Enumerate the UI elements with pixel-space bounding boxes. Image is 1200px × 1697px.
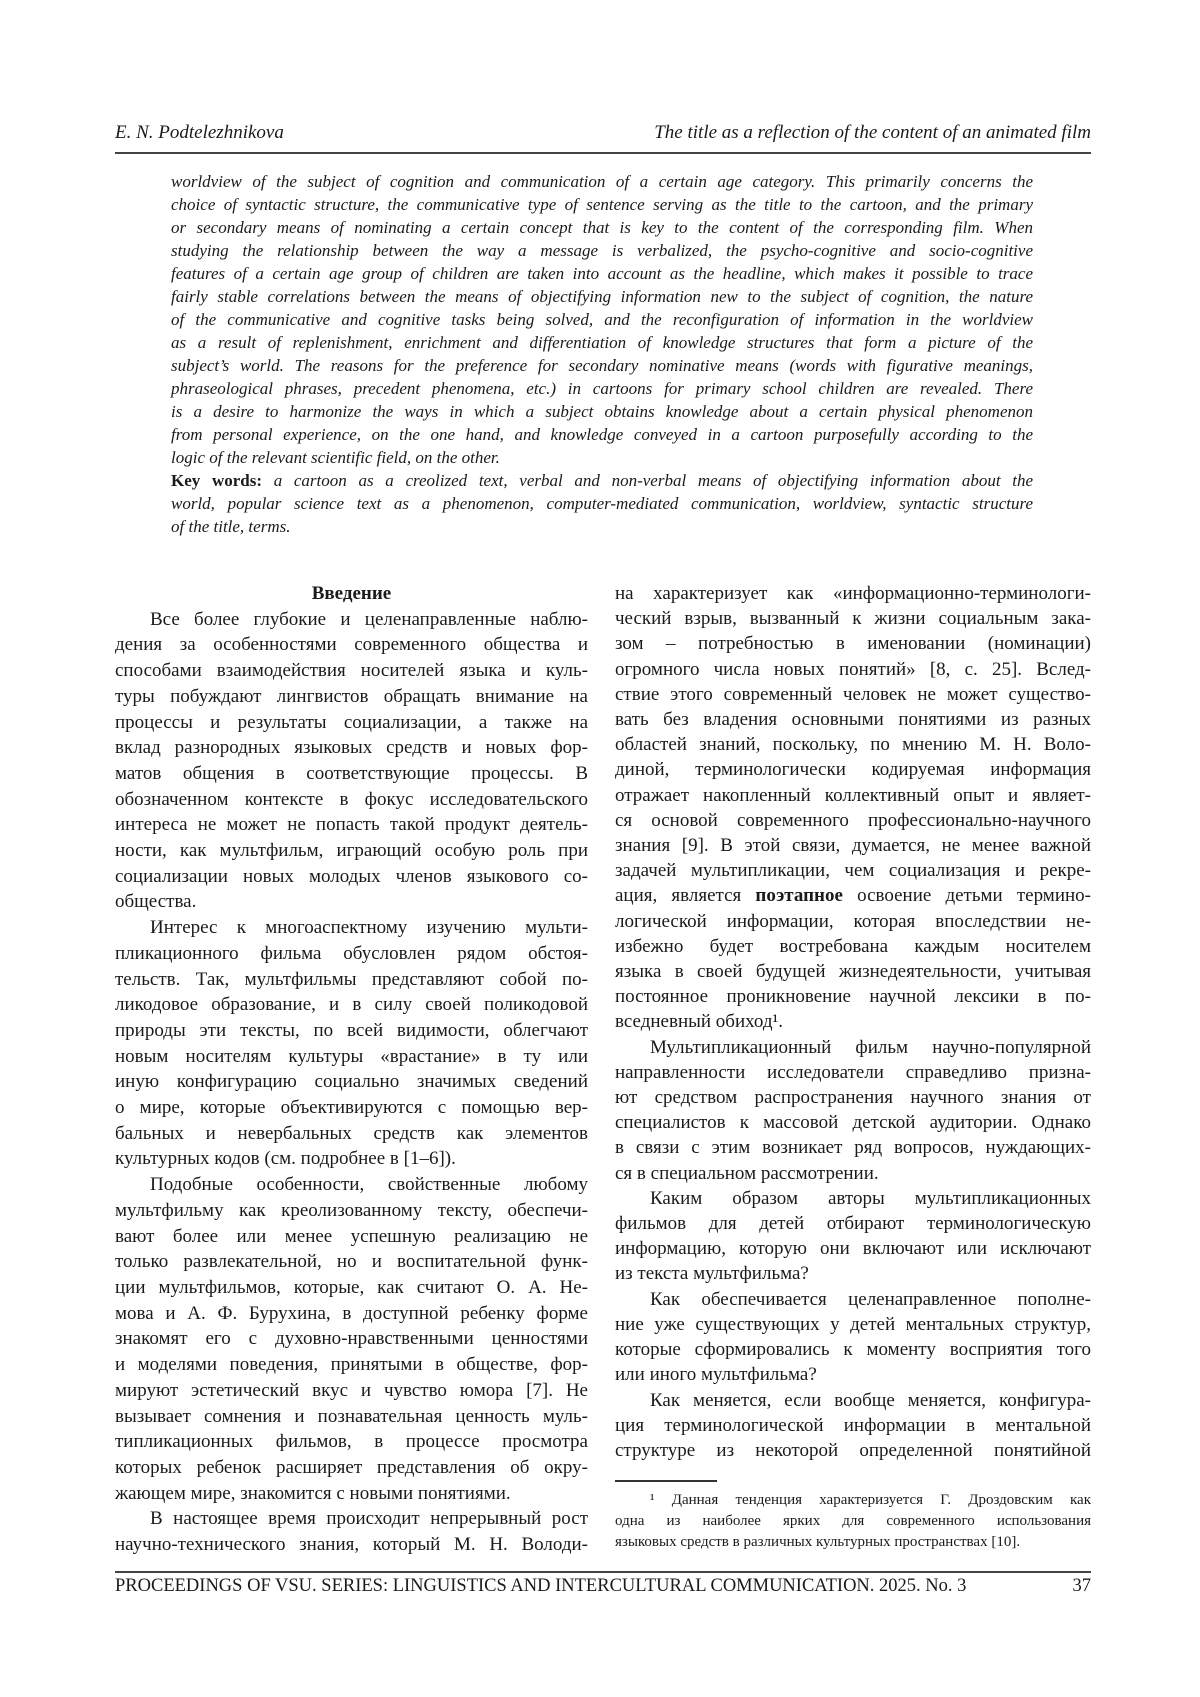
paragraph: [615, 1186, 1091, 1287]
text-line: новым носителям культуры «врастание» в ту или: [115, 1044, 588, 1070]
abstract-line: as a result of replenishment, enrichment and differentiation of knowledge structures that form a picture of the: [171, 331, 1033, 354]
keywords-text: a cartoon as a creolized text, verbal and non-verbal means of objectifying information about the: [262, 471, 1033, 490]
abstract-line: studying the relationship between the way a message is verbalized, the psycho-cognitive and socio-cognitive: [171, 239, 1033, 262]
text-line: Как меняется, если вообще меняется, конфигура-: [615, 1388, 1091, 1413]
header-running-title: The title as a reflection of the content of an animated film: [654, 122, 1091, 144]
text-line: социализации новых молодых членов языкового со-: [115, 864, 588, 890]
text-line: ся в специальном рассмотрении.: [615, 1161, 1091, 1186]
text-line: типликационных фильмов, в процессе просмотра: [115, 1429, 588, 1455]
text-line: вать без владения основными понятиями из разных: [615, 707, 1091, 732]
text-line: ствие этого современный человек не может существо-: [615, 682, 1091, 707]
text-line: только развлекательной, но и воспитательной функ-: [115, 1249, 588, 1275]
paragraph: [115, 915, 588, 1172]
abstract-line: is a desire to harmonize the ways in which a subject obtains knowledge about a certain physical phenomenon: [171, 400, 1033, 423]
page-number: 37: [1073, 1576, 1092, 1597]
text-line: из текста мультфильма?: [615, 1261, 1091, 1286]
header-rule: [115, 152, 1091, 154]
footnote: [615, 1490, 1091, 1553]
abstract-line: from personal experience, on the one hand, and knowledge conveyed in a cartoon purposefully according to the: [171, 423, 1033, 446]
text-line: ся основой современного профессионально-научного: [615, 808, 1091, 833]
footnote-line: ¹ Данная тенденция характеризуется Г. Дроздовским как: [615, 1490, 1091, 1511]
text-line: процессы и результаты социализации, а также на: [115, 710, 588, 736]
text-line: ции мультфильмов, которые, как считают О. А. Не-: [115, 1275, 588, 1301]
abstract-line: choice of syntactic structure, the communicative type of sentence serving as the title to the cartoon, and the primary: [171, 193, 1033, 216]
text-line: ция терминологической информации в ментальной: [615, 1413, 1091, 1438]
paragraph: [615, 1035, 1091, 1186]
text-line: или иного мультфильма?: [615, 1362, 1091, 1387]
footnote-line: языковых средств в различных культурных пространствах [10].: [615, 1532, 1091, 1553]
abstract-line: logic of the relevant scientific field, on the other.: [171, 446, 1033, 469]
text-line: ют средством распространения научного знания от: [615, 1085, 1091, 1110]
abstract: [171, 170, 1033, 538]
text-line: Подобные особенности, свойственные любому: [115, 1172, 588, 1198]
text-line: В настоящее время происходит непрерывный рост: [115, 1506, 588, 1532]
footnote-rule: [615, 1480, 717, 1482]
text-line: матов общения в соответствующие процессы. В: [115, 761, 588, 787]
text-line: ликодовое образование, и в силу своей поликодовой: [115, 992, 588, 1018]
running-header: [115, 122, 1091, 146]
text-line: мультфильму как креолизованному тексту, обеспечи-: [115, 1198, 588, 1224]
text-line: логической информации, которая впоследствии не-: [615, 909, 1091, 934]
text-segment: освоение детьми термино-: [843, 885, 1091, 906]
text-line: вседневный обиход¹.: [615, 1009, 1091, 1034]
paragraph: [615, 1388, 1091, 1464]
abstract-line: worldview of the subject of cognition and communication of a certain age category. This primarily concerns the: [171, 170, 1033, 193]
text-line: Мультипликационный фильм научно-популярной: [615, 1035, 1091, 1060]
text-line: иную конфигурацию социально значимых сведений: [115, 1069, 588, 1095]
footer-journal: PROCEEDINGS OF VSU. SERIES: LINGUISTICS AND INTERCULTURAL COMMUNICATION. 2025. No. 3: [115, 1576, 966, 1596]
text-line: обозначенном контексте в фокус исследовательского: [115, 787, 588, 813]
text-line: жающем мире, знакомится с новыми понятиями.: [115, 1481, 588, 1507]
text-line: ческий взрыв, вызванный к жизни социальным зака-: [615, 606, 1091, 631]
text-line: ние уже существующих у детей ментальных структур,: [615, 1312, 1091, 1337]
text-line: структуре из некоторой определенной понятийной: [615, 1438, 1091, 1463]
text-line: ности, как мультфильм, играющий особую роль при: [115, 838, 588, 864]
abstract-line: subject’s world. The reasons for the preference for secondary nominative means (words with figurative meanings,: [171, 354, 1033, 377]
text-line: в связи с этим возникает ряд вопросов, нуждающих-: [615, 1135, 1091, 1160]
text-line: Как обеспечивается целенаправленное пополне-: [615, 1287, 1091, 1312]
text-line: Все более глубокие и целенаправленные наблю-: [115, 607, 588, 633]
text-line: о мире, которые объективируются с помощью вер-: [115, 1095, 588, 1121]
text-line: огромного числа новых понятий» [8, с. 25]. Вслед-: [615, 657, 1091, 682]
text-line: на характеризует как «информационно-терминологи-: [615, 581, 1091, 606]
text-line: задачей мультипликации, чем социализация и рекре-: [615, 858, 1091, 883]
abstract-line: of the communicative and cognitive tasks being solved, and the reconfiguration of information in the worldview: [171, 308, 1033, 331]
text-line: вклад разнородных языковых средств и новых фор-: [115, 735, 588, 761]
text-line: способами взаимодействия носителей языка и куль-: [115, 658, 588, 684]
text-segment: ация, является: [615, 885, 755, 906]
text-line: Каким образом авторы мультипликационных: [615, 1186, 1091, 1211]
text-line: бальных и невербальных средств как элементов: [115, 1121, 588, 1147]
text-line: культурных кодов (см. подробнее в [1–6]).: [115, 1146, 588, 1172]
abstract-line: or secondary means of nominating a certain concept that is key to the content of the corresponding film. When: [171, 216, 1033, 239]
text-line: диной, терминологически кодируемая информация: [615, 757, 1091, 782]
text-line: направленности исследователи справедливо призна-: [615, 1060, 1091, 1085]
header-author: E. N. Podtelezhnikova: [115, 122, 284, 144]
text-line: [615, 883, 1091, 908]
abstract-line: fairly stable correlations between the means of objectifying information new to the subject of cognition, the nature: [171, 285, 1033, 308]
text-line: научно-технического знания, который М. Н. Володи-: [115, 1532, 588, 1558]
paragraph: [615, 581, 1091, 1035]
text-line: информацию, которую они включают или исключают: [615, 1236, 1091, 1261]
text-line: тельств. Так, мультфильмы представляют собой по-: [115, 967, 588, 993]
abstract-line: features of a certain age group of children are taken into account as the headline, which makes it possible to trace: [171, 262, 1033, 285]
paragraph: [115, 1506, 588, 1557]
keywords-label: Key words:: [171, 471, 262, 490]
keywords-line: of the title, terms.: [171, 515, 1033, 538]
section-heading: Введение: [115, 581, 588, 607]
text-line: языка в своей будущей жизнедеятельности, учитывая: [615, 959, 1091, 984]
keywords-line: world, popular science text as a phenomenon, computer-mediated communication, worldview, syntactic structure: [171, 492, 1033, 515]
paragraph: [115, 1172, 588, 1506]
footnote-line: одна из наиболее ярких для современного использования: [615, 1511, 1091, 1532]
text-line: отражает накопленный коллективный опыт и являет-: [615, 783, 1091, 808]
text-line: которые сформировались к моменту восприятия того: [615, 1337, 1091, 1362]
text-line: и моделями поведения, принятыми в обществе, фор-: [115, 1352, 588, 1378]
keywords-line: [171, 469, 1033, 492]
footer-rule: [115, 1571, 1091, 1573]
left-column: [115, 581, 588, 1558]
text-line: знания [9]. В этой связи, думается, не менее важной: [615, 833, 1091, 858]
abstract-line: phraseological phrases, precedent phenomena, etc.) in cartoons for primary school children are revealed. There: [171, 377, 1033, 400]
text-line: общества.: [115, 889, 588, 915]
text-line: избежно будет востребована каждым носителем: [615, 934, 1091, 959]
text-line: мируют эстетический вкус и чувство юмора [7]. Не: [115, 1378, 588, 1404]
text-line: областей знаний, поскольку, по мнению М. Н. Воло-: [615, 732, 1091, 757]
paragraph: [115, 607, 588, 915]
text-line: дения за особенностями современного общества и: [115, 632, 588, 658]
text-line: пликационного фильма обусловлен рядом обстоя-: [115, 941, 588, 967]
text-line: вызывает сомнения и познавательная ценность муль-: [115, 1404, 588, 1430]
text-line: интереса не может не попасть такой продукт деятель-: [115, 812, 588, 838]
text-line: постоянное проникновение научной лексики в по-: [615, 984, 1091, 1009]
text-line: вают более или менее успешную реализацию не: [115, 1224, 588, 1250]
page-footer: [115, 1576, 1091, 1597]
text-line: фильмов для детей отбирают терминологическую: [615, 1211, 1091, 1236]
right-column: [615, 581, 1091, 1463]
text-line: туры побуждают лингвистов обращать внимание на: [115, 684, 588, 710]
paragraph: [615, 1287, 1091, 1388]
emphasized-term: поэтапное: [755, 885, 843, 906]
text-line: Интерес к многоаспектному изучению мульти-: [115, 915, 588, 941]
text-line: мова и А. Ф. Бурухина, в доступной ребенку форме: [115, 1301, 588, 1327]
text-line: знакомят его с духовно-нравственными ценностями: [115, 1326, 588, 1352]
text-line: зом – потребностью в именовании (номинации): [615, 631, 1091, 656]
text-line: специалистов к массовой детской аудитории. Однако: [615, 1110, 1091, 1135]
text-line: которых ребенок расширяет представления об окру-: [115, 1455, 588, 1481]
text-line: природы эти тексты, по всей видимости, облегчают: [115, 1018, 588, 1044]
